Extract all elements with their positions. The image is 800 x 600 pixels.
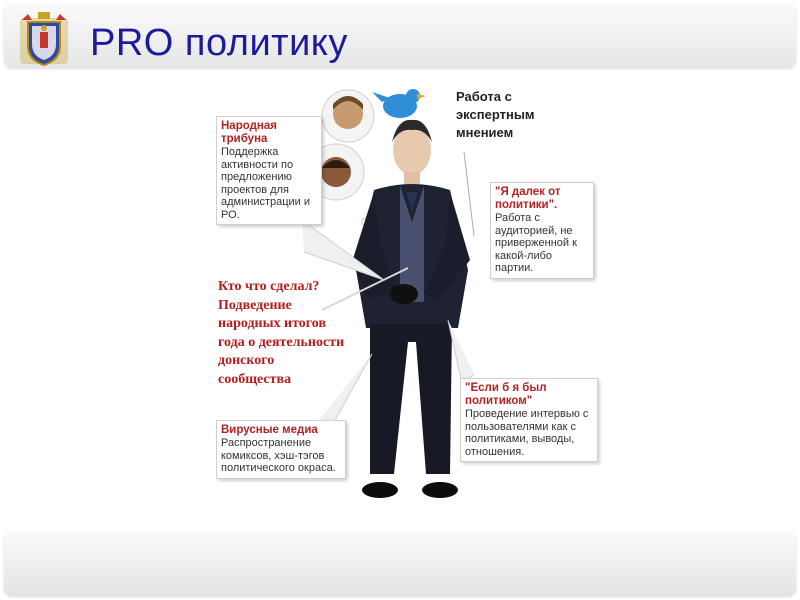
coat-of-arms-icon	[18, 10, 70, 68]
callout-if-body: Проведение интервью с пользователями как с политиками, выводы, отношения.	[465, 408, 589, 458]
footer-bar	[4, 532, 796, 596]
callout-viral-body: Распространение комиксов, хэш-тэгов политического окраса.	[221, 437, 336, 474]
callout-tribune-head: Народная трибуна	[221, 120, 277, 145]
callout-if-head: "Если б я был политиком"	[465, 382, 547, 407]
callout-if-politician	[460, 378, 598, 462]
callout-tribune	[216, 116, 322, 225]
callout-tribune-body: Поддержка активности по предложению проектов для администрации и РО.	[221, 146, 311, 221]
callout-far-body: Работа с аудиторией, не приверженной к какой-либо партии.	[495, 212, 577, 274]
callout-viral-media	[216, 420, 346, 479]
page-title: PRO политику	[90, 22, 348, 64]
infographic	[212, 72, 594, 508]
results-text: Кто что сделал? Подведение народных итогов года о деятельности донского сообщества	[218, 279, 345, 387]
header-bar	[4, 4, 796, 68]
callout-viral-head: Вирусные медиа	[221, 424, 318, 436]
expert-text: Работа с экспертным мнением	[456, 89, 535, 140]
callout-far-head: "Я далек от политики".	[495, 186, 561, 211]
callout-far-from-politics	[490, 182, 594, 279]
